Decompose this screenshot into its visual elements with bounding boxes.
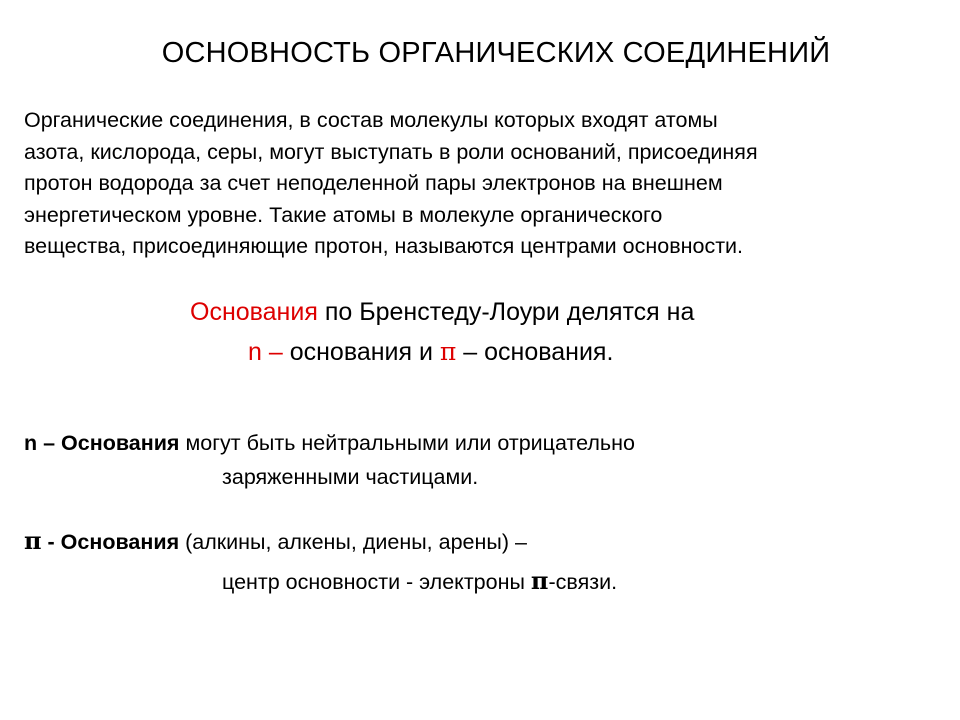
pi-bond-symbol: π [530,566,549,595]
pi-bases-desc-2-start: центр основности - электроны [222,570,531,594]
pi-bases-desc-1: (алкины, алкены, диены, арены) – [179,530,527,554]
intro-line: протон водорода за счет неподеленной пары электронов на внешнем [24,171,723,195]
slide-title: ОСНОВНОСТЬ ОРГАНИЧЕСКИХ СОЕДИНЕНИЙ [161,37,831,69]
n-bases-desc-1: могут быть нейтральными или отрицательно [179,431,635,455]
intro-line: Органические соединения, в состав молекулы которых входят атомы [24,108,718,132]
pi-symbol: π [439,337,457,366]
pi-bases-symbol: π [24,526,42,555]
bronsted-line-1-text: по Бренстеду-Лоури делятся на [317,298,695,326]
n-bases-definition-line-2: заряженными частицами. [222,465,479,489]
bronsted-line-1 [190,296,694,329]
n-bases-definition-line-1 [24,428,635,458]
n-bases-label: n – Основания [24,431,180,455]
pi-bases-label: - Основания [41,530,180,554]
n-bases-text: основания и [282,338,440,366]
bases-highlight: Основания [190,298,318,326]
pi-bases-text: – основания. [456,338,614,366]
intro-line: вещества, присоединяющие протон, называются центрами основности. [24,234,744,258]
pi-bases-definition-line-2 [222,566,617,597]
pi-bases-definition-line-1 [24,526,527,557]
intro-line: азота, кислорода, серы, могут выступать в роли оснований, присоединяя [24,139,758,164]
pi-bases-desc-2-end: -связи. [548,570,618,594]
intro-paragraph [24,105,944,263]
intro-line: энергетическом уровне. Такие атомы в молекуле органического [24,202,663,227]
n-prefix: n – [248,338,283,366]
bronsted-line-2 [248,335,613,369]
